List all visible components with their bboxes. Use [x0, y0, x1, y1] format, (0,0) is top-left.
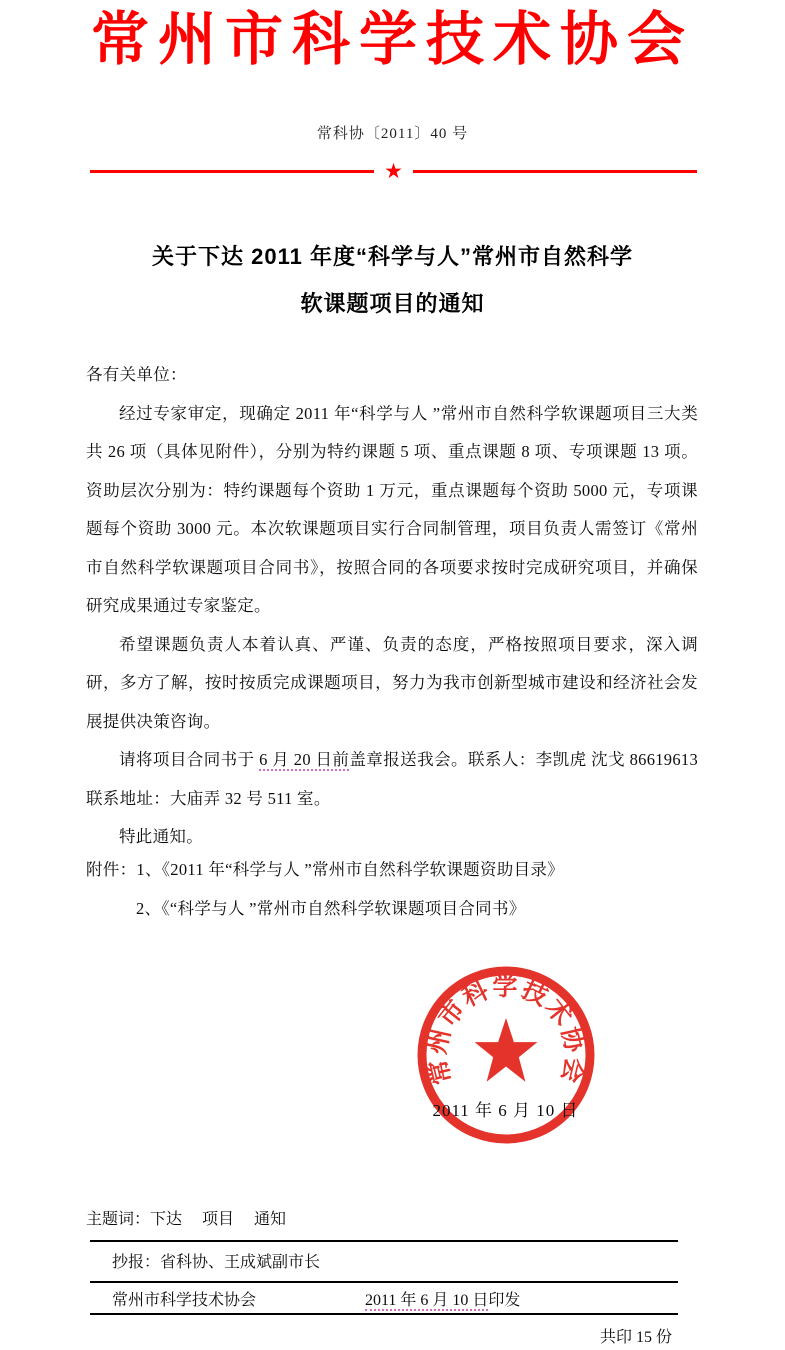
notice-title-line1: 关于下达 2011 年度“科学与人”常州市自然科学	[152, 244, 633, 269]
footer-divider-3	[90, 1313, 678, 1315]
seal-star-icon	[475, 1018, 538, 1082]
salutation: 各有关单位：	[86, 365, 187, 384]
issuer-name: 常州市科学技术协会	[112, 1292, 257, 1309]
red-rule-right-segment	[413, 170, 697, 173]
paragraph-closing: 特此通知。	[119, 827, 203, 846]
attachment-item-2: 2、《“科学与人 ”常州市自然科学软课题项目合同书》	[136, 899, 526, 918]
issue-date: 2011 年 6 月 10 日	[432, 1101, 579, 1120]
attachments-list	[86, 850, 725, 928]
red-rule-left-segment	[90, 170, 374, 173]
document-number: 常科协〔2011〕40 号	[316, 126, 469, 142]
contact-text-pre: 请将项目合同书于	[119, 750, 260, 769]
cc-line: 抄报：省科协、王成斌副市长	[112, 1254, 321, 1271]
seal-text-arc: 常州市科学技术协会	[423, 974, 589, 1088]
star-icon: ★	[384, 158, 403, 183]
notice-title-line2: 软课题项目的通知	[300, 291, 485, 316]
notice-title	[60, 233, 725, 327]
paragraph-approval: 经过专家审定，现确定 2011 年“科学与人 ”常州市自然科学软课题项目三大类共 26 项（具体见附件），分别为特约课题 5 项、重点课题 8 项、专项课题 13 项。资助层次分别为：特约课题每个资助 1 万元，重点课题每个资助 5000 元，专项课题每个资助 3000 元。本次软课题项目实行合同制管理，项目负责人需签订《常州市自然科学软课题项目合同书》，按照合同的各项要求按时完成研究项目，并确保研究成果通过专家鉴定。	[86, 403, 698, 615]
footer-divider-2	[90, 1281, 678, 1283]
print-date-line	[365, 1287, 520, 1310]
footer-divider-1	[90, 1240, 678, 1242]
red-divider-rule	[90, 160, 697, 182]
subject-keywords-line: 主题词：下达 项目 通知	[86, 1211, 287, 1228]
deadline-underlined: 6 月 20 日前	[259, 750, 350, 769]
paragraph-expectation: 希望课题负责人本着认真、严谨、负责的态度，严格按照项目要求，深入调研，多方了解，按时按质完成课题项目，努力为我市创新型城市建设和经济社会发展提供决策咨询。	[86, 634, 698, 731]
notice-body	[86, 356, 715, 857]
official-seal	[410, 960, 605, 1150]
attachment-item-1: 附件：1、《2011 年“科学与人 ”常州市自然科学软课题资助目录》	[86, 860, 564, 879]
contact-text-post: 盖章报送我会。联系人：李凯虎 沈戈 86619613 联系地址：大庙弄 32 号 511 室。	[86, 750, 715, 808]
paragraph-contact	[86, 741, 715, 818]
masthead-title: 常州市科学技术协会	[90, 7, 694, 72]
print-date-underlined: 2011 年 6 月 10 日	[365, 1292, 489, 1309]
print-date-suffix: 印发	[488, 1292, 521, 1309]
copies-count: 共印 15 份	[600, 1329, 673, 1346]
